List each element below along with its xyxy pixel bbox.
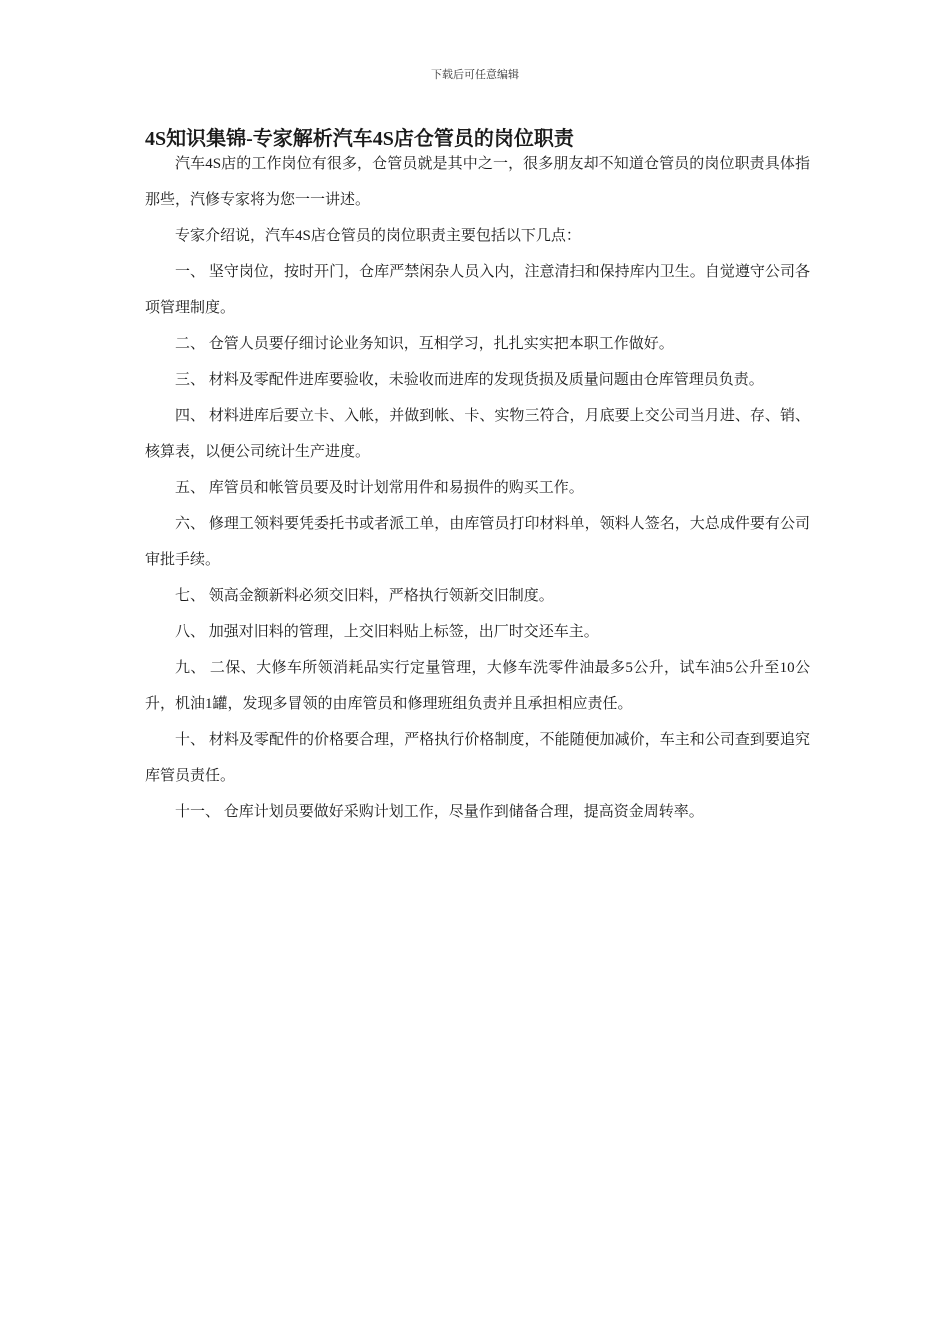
duty-item: 十一、 仓库计划员要做好采购计划工作，尽量作到储备合理，提高资金周转率。 [175, 804, 704, 820]
duty-item: 八、 加强对旧料的管理，上交旧料贴上标签，出厂时交还车主。 [175, 624, 599, 640]
document-body [145, 146, 810, 830]
duty-item: 四、 材料进库后要立卡、入帐，并做到帐、卡、实物三符合，月底要上交公司当月进、存、销、核算表，以便公司统计生产进度。 [145, 408, 810, 460]
duty-item: 三、 材料及零配件进库要验收，未验收而进库的发现货损及质量问题由仓库管理员负责。 [175, 372, 764, 388]
intro-paragraph: 专家介绍说，汽车4S店仓管员的岗位职责主要包括以下几点： [175, 228, 581, 244]
duty-item: 五、 库管员和帐管员要及时计划常用件和易损件的购买工作。 [175, 480, 584, 496]
duty-item: 一、 坚守岗位，按时开门，仓库严禁闲杂人员入内，注意清扫和保持库内卫生。自觉遵守公司各项管理制度。 [145, 264, 810, 316]
intro-paragraph: 汽车4S店的工作岗位有很多，仓管员就是其中之一，很多朋友却不知道仓管员的岗位职责具体指那些，汽修专家将为您一一讲述。 [145, 156, 810, 208]
duty-item: 六、 修理工领料要凭委托书或者派工单，由库管员打印材料单，领料人签名，大总成件要有公司审批手续。 [145, 516, 810, 568]
duty-item: 二、 仓管人员要仔细讨论业务知识，互相学习，扎扎实实把本职工作做好。 [175, 336, 674, 352]
header-note: 下载后可任意编辑 [431, 69, 519, 81]
document-title: 4S知识集锦-专家解析汽车4S店仓管员的岗位职责 [145, 128, 574, 150]
duty-item: 九、 二保、大修车所领消耗品实行定量管理，大修车洗零件油最多5公升，试车油5公升至10公升，机油1罐，发现多冒领的由库管员和修理班组负责并且承担相应责任。 [145, 660, 810, 712]
duty-item: 十、 材料及零配件的价格要合理，严格执行价格制度，不能随便加减价，车主和公司查到要追究库管员责任。 [145, 732, 810, 784]
duty-item: 七、 领高金额新料必须交旧料，严格执行领新交旧制度。 [175, 588, 554, 604]
